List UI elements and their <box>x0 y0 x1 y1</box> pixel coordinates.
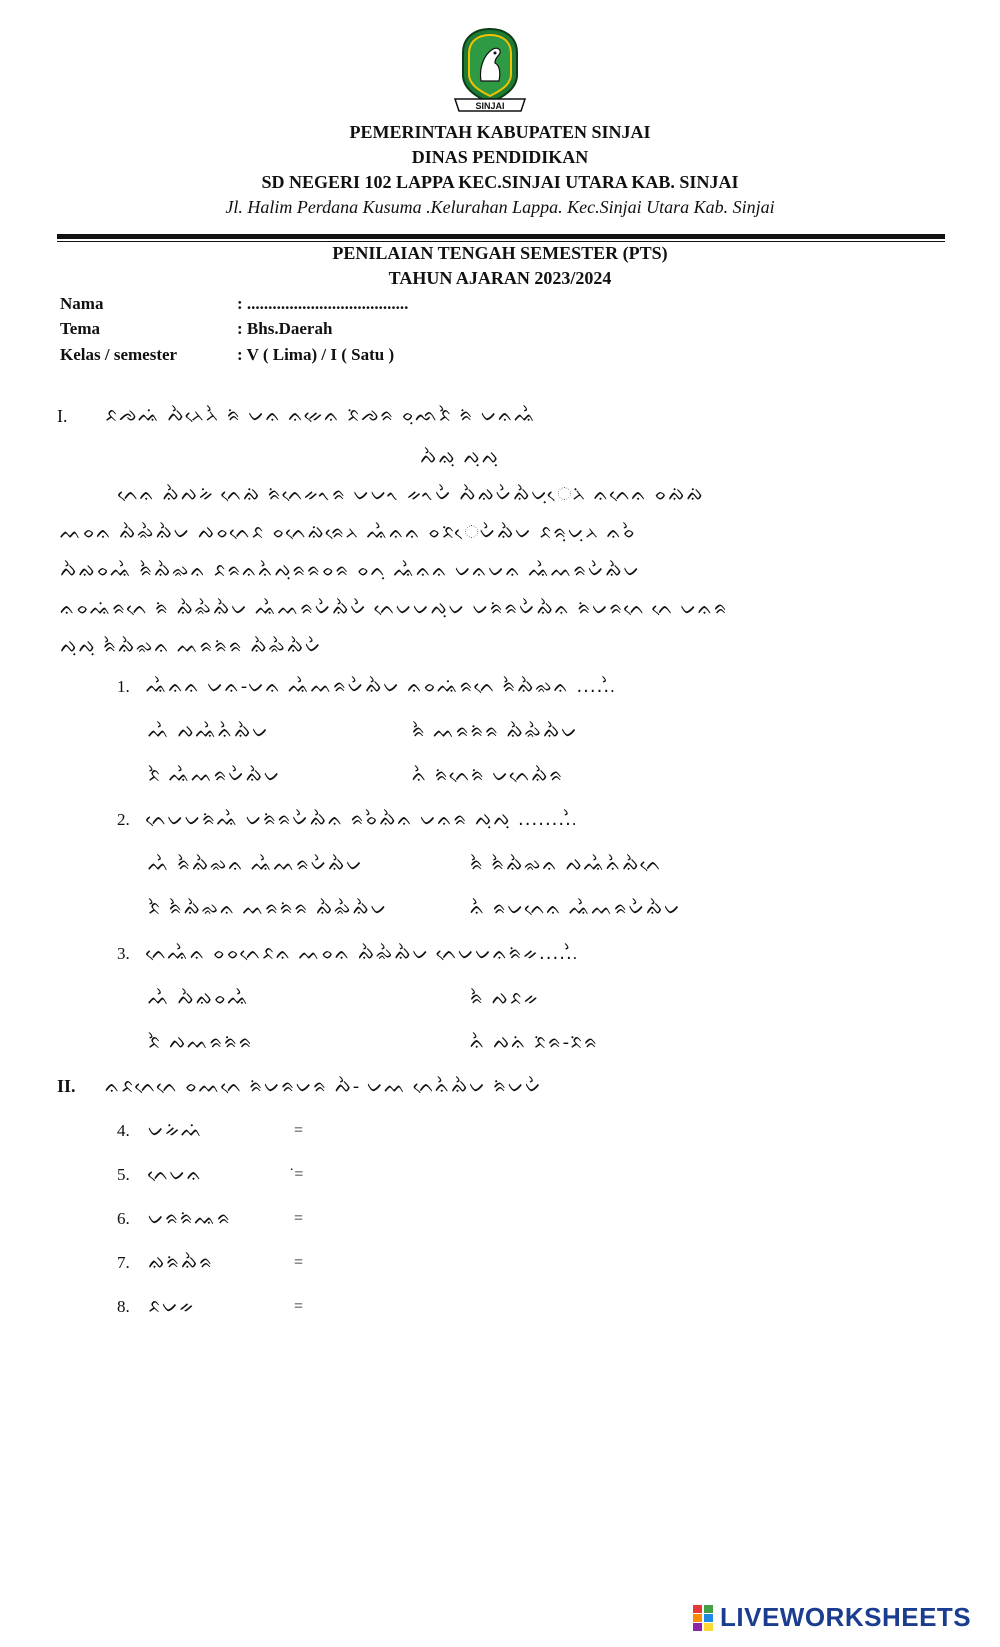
option-letter: ᨅᨛ <box>148 1032 163 1053</box>
liveworksheets-brand[interactable]: LIVEWORKSHEETS <box>720 1602 972 1632</box>
item-number: 8. <box>117 1297 130 1316</box>
option-text: ᨄᨓᨑᨑᨗᨑ <box>168 1032 254 1053</box>
header-divider-thin <box>57 241 945 242</box>
answer-field[interactable]: ˙= <box>289 1166 304 1183</box>
item-word: ᨆᨀᨗᨓᨗ <box>148 1120 204 1141</box>
option-text: ᨑᨆᨈᨙᨊ ᨕᨛᨓᨑᨆᨛᨁᨛᨆ <box>492 898 682 919</box>
question-text: ᨈᨙᨕᨛᨊ ᨔᨔᨈᨙᨅᨊ ᨓᨔᨊ ᨁᨛᨋᨛᨁᨛᨆ ᨈᨙᨆᨆᨊᨑᨗᨀ......ᨛ <box>146 943 579 964</box>
option-letter: ᨑᨛ <box>470 988 485 1009</box>
option-c[interactable] <box>470 854 662 875</box>
option-letter: ᨊᨛ <box>470 1032 487 1053</box>
question-number: 2. <box>117 810 130 829</box>
identity-value: : Bhs.Daerah <box>237 319 333 338</box>
section-2-number: II. <box>57 1076 76 1096</box>
answer-field[interactable]: = <box>294 1254 304 1271</box>
item-number: 6. <box>117 1209 130 1228</box>
identity-key: Tema <box>60 319 100 338</box>
item-word: ᨈᨙᨆᨊ <box>148 1164 203 1185</box>
question-text: ᨕᨛᨊᨊ ᨆᨊ-ᨆᨊ ᨕᨛᨓᨑᨆᨛᨁᨛᨆ ᨊᨔᨕᨗᨑᨈᨙ ᨑᨛᨁᨛᨋᨊ ......ᨛ <box>146 676 616 697</box>
header-line-1: PEMERINTAH KABUPATEN SINJAI <box>349 122 651 142</box>
answer-field[interactable]: = <box>294 1122 304 1139</box>
option-text: ᨄᨛᨁᨔᨕᨛ <box>177 988 250 1009</box>
item-number: 5. <box>117 1165 130 1184</box>
option-b[interactable] <box>148 1032 253 1053</box>
option-text: ᨑᨛᨁᨛᨋᨊ ᨄᨕᨛᨊᨛᨁᨛᨈᨙ <box>491 854 662 875</box>
answer-field[interactable]: = <box>294 1298 304 1315</box>
passage-line: ᨈᨙᨊ ᨁᨛᨄᨀᨗ ᨈᨙᨁᨗ ᨑᨗᨈᨙᨀᨚᨑ ᨆᨆᨚ ᨀᨚᨆᨛ ᨄᨛᨁᨆᨛᨁᨛᨆᨘᨙᨂᨗ ᨊᨈᨙᨊ ᨔᨁᨗᨁᨗ <box>118 484 705 505</box>
sinjai-regency-logo <box>445 25 535 115</box>
section-1-instruction: ᨅᨌᨕᨗ ᨄᨛᨂᨙᨂᨛ ᨑᨗ ᨆᨊ ᨊᨀᨙᨊ ᨅᨗᨌᨑ ᨔᨘᨒᨅᨛ ᨑᨗ ᨆᨊᨕᨛ <box>105 405 537 426</box>
question-text: ᨈᨙᨆᨆᨑᨗᨕᨛ ᨆᨑᨗᨑᨆᨛᨁᨛᨊ ᨑᨔᨛᨁᨛᨊ ᨆᨊᨑ ᨄᨘᨄᨘ .........ᨛ <box>146 809 578 830</box>
option-text: ᨕᨛᨓᨑᨆᨛᨁᨛᨆ <box>168 765 282 786</box>
option-letter: ᨅᨛ <box>148 765 163 786</box>
exam-title: PENILAIAN TENGAH SEMESTER (PTS) <box>332 243 668 263</box>
option-a[interactable] <box>148 854 364 875</box>
item-number: 7. <box>117 1253 130 1272</box>
option-text: ᨄᨊᨗ ᨅᨗᨑ-ᨅᨗᨑ <box>492 1032 599 1053</box>
section-1-number: I. <box>57 406 68 426</box>
option-b[interactable] <box>148 765 281 786</box>
option-letter: ᨓᨛ <box>148 988 171 1009</box>
option-c[interactable] <box>412 721 579 742</box>
answer-field[interactable]: = <box>294 1210 304 1227</box>
passage-line: ᨓᨔᨊ ᨁᨛᨋᨛᨁᨛᨆ ᨄᨔᨈᨙᨅ ᨔᨈᨙᨁᨗᨑᨙᨂ ᨕᨛᨊᨊ ᨔᨅᨗᨙᨆᨛᨁᨛᨆ ᨅᨑᨘᨆᨘᨂ ᨊᨔᨛ <box>60 522 637 543</box>
option-c[interactable] <box>470 988 539 1009</box>
option-a[interactable] <box>148 988 250 1009</box>
identity-value: : V ( Lima) / I ( Satu ) <box>237 345 395 364</box>
exam-year: TAHUN AJARAN 2023/2024 <box>388 268 612 288</box>
identity-value[interactable]: : ...................................... <box>237 294 409 313</box>
header-divider-thick <box>57 234 945 239</box>
identity-key: Nama <box>60 294 104 313</box>
header-line-2: DINAS PENDIDIKAN <box>411 147 589 167</box>
option-d[interactable] <box>470 1032 599 1053</box>
item-word: ᨅᨆᨀ <box>148 1296 196 1317</box>
question-number: 1. <box>117 677 130 696</box>
option-letter: ᨅᨛ <box>148 898 163 919</box>
passage-line: ᨄᨘᨄᨘ ᨑᨛᨁᨛᨋᨊ ᨓᨑᨑᨗᨑ ᨁᨛᨋᨛᨁᨛᨆᨛ <box>60 636 323 657</box>
passage-line: ᨄᨛᨁᨔᨕᨛ ᨑᨛᨁᨛᨋᨊ ᨅᨑᨊᨊᨛᨄᨘᨑᨑᨔᨑ ᨔᨈᨘ ᨕᨛᨊᨊ ᨆᨊᨆᨊ ᨕᨛᨓᨑᨆᨛᨁᨛᨆ <box>60 560 641 581</box>
passage-line: ᨊᨔᨕᨗᨑᨈᨙ ᨑᨗ ᨁᨛᨋᨛᨁᨛᨆ ᨕᨛᨓᨑᨆᨛᨁᨛᨆᨛ ᨈᨙᨆᨆᨄᨘᨆ ᨆᨑᨗᨑᨆᨛᨁᨛᨊ ᨑᨗᨆᨑᨈᨙ ᨈᨙ ᨆᨊᨑ <box>60 598 729 619</box>
option-d[interactable] <box>412 765 564 786</box>
item-number: 4. <box>117 1121 130 1140</box>
option-text: ᨓᨑᨑᨗᨑ ᨁᨛᨋᨛᨁᨛᨆ <box>433 721 579 742</box>
item-word: ᨁᨑᨗᨁᨛᨑ <box>148 1252 214 1273</box>
option-text: ᨑᨛᨁᨛᨋᨊ ᨓᨑᨑᨗᨑ ᨁᨛᨋᨛᨁᨛᨆ <box>168 898 388 919</box>
header-line-3: SD NEGERI 102 LAPPA KEC.SINJAI UTARA KAB. SINJAI <box>261 172 739 192</box>
option-letter: ᨊᨛ <box>412 765 429 786</box>
option-text: ᨄᨅᨀ <box>491 988 540 1009</box>
option-text: ᨑᨛᨁᨛᨋᨊ ᨕᨛᨓᨑᨆᨛᨁᨛᨆ <box>177 854 364 875</box>
question-number: 3. <box>117 944 130 963</box>
item-word: ᨆᨑᨑᨗᨕᨑ <box>148 1208 232 1229</box>
header-address: Jl. Halim Perdana Kusuma .Kelurahan Lappa. Kec.Sinjai Utara Kab. Sinjai <box>225 197 775 217</box>
logo-label: SINJAI <box>475 101 505 111</box>
option-letter: ᨓᨛ <box>148 721 171 742</box>
option-letter: ᨑᨛ <box>470 854 485 875</box>
option-a[interactable] <box>148 721 270 742</box>
liveworksheets-logo-icon <box>692 1604 714 1632</box>
option-letter: ᨑᨛ <box>412 721 427 742</box>
section-2-instruction: ᨊᨅᨈᨙᨈᨙ ᨔᨓᨈᨙ ᨑᨗᨆᨑᨆᨑ ᨄᨛ- ᨆᨓ ᨈᨙᨊᨛᨁᨛᨆ ᨑᨗᨆᨆᨛ <box>105 1076 543 1097</box>
option-text: ᨑᨗᨈᨙᨑᨗ ᨆᨈᨙᨁᨛᨑ <box>434 765 564 786</box>
identity-key: Kelas / semester <box>60 345 178 364</box>
option-text: ᨄᨕᨛᨊᨛᨁᨛᨆ <box>177 721 270 742</box>
option-letter: ᨓᨛ <box>148 854 171 875</box>
option-b[interactable] <box>148 898 388 919</box>
option-letter: ᨊᨛ <box>470 898 487 919</box>
passage-title: ᨄᨛᨁᨘ ᨄᨘᨄᨘ <box>420 447 500 468</box>
option-d[interactable] <box>470 898 681 919</box>
